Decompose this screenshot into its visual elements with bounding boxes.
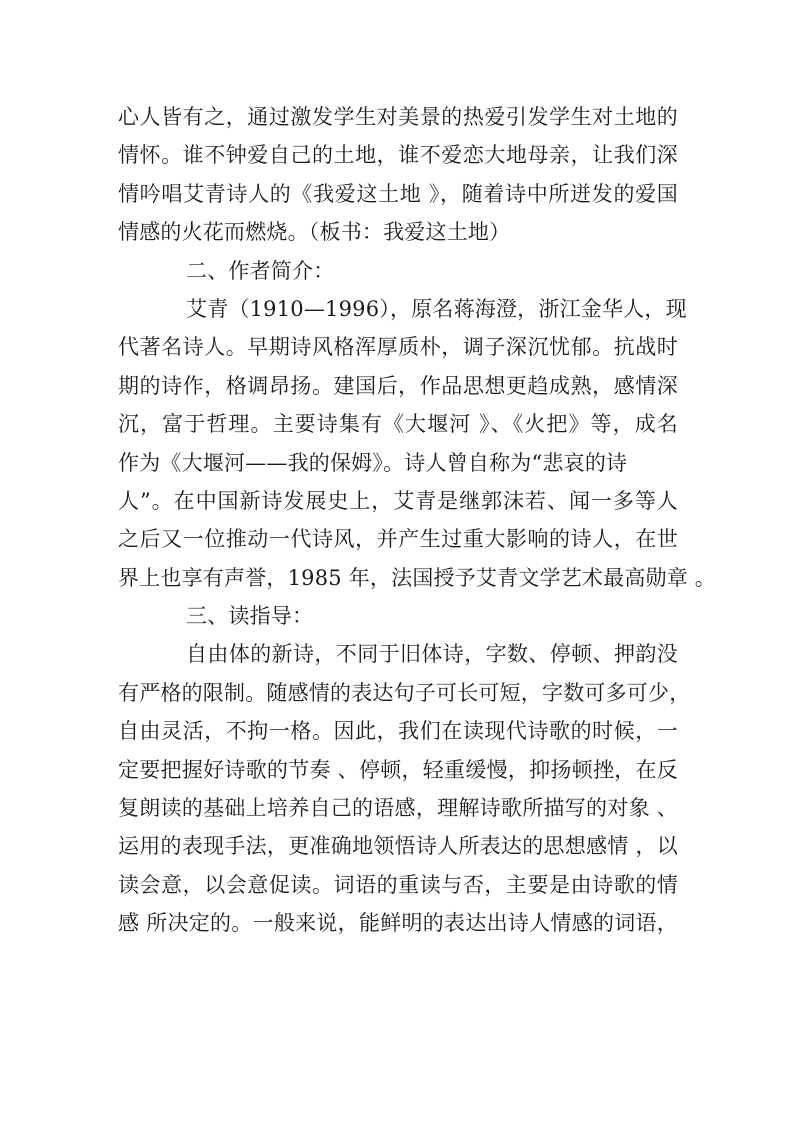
text-line: 读会意，以会意促读。词语的重读与否，主要是由诗歌的情 (118, 872, 678, 897)
text-line: 复朗读的基础上培养自己的语感，理解诗歌所描写的对象 、 (118, 796, 678, 821)
text-line: 感 所决定的。一般来说，能鲜明的表达出诗人情感的词语， (118, 911, 678, 936)
text-line: 心人皆有之，通过激发学生对美景的热爱引发学生对土地的 (118, 105, 678, 129)
text-line: 二、作者简介： (186, 258, 335, 283)
text-line: 代著名诗人。早期诗风格浑厚质朴，调子深沉忧郁。抗战时 (118, 335, 678, 360)
text-line: 艾青（1910—1996），原名蒋海澄，浙江金华人，现 (186, 296, 687, 321)
text-line: 自由体的新诗，不同于旧体诗，字数、停顿、押韵没 (186, 642, 678, 667)
text-line: 运用的表现手法，更准确地领悟诗人所表达的思想感情 ，以 (118, 834, 678, 859)
text-line: 自由灵活，不拘一格。因此，我们在读现代诗歌的时候，一 (118, 719, 678, 744)
text-line: 作为《大堰河——我的保姆》。诗人曾自称为“悲哀的诗 (118, 450, 628, 475)
text-line: 有严格的限制。随感情的表达句子可长可短，字数可多可少， (118, 680, 691, 705)
text-line: 情感的火花而燃烧。（板书：我爱这土地） (118, 220, 511, 245)
text-line: 情怀。谁不钟爱自己的土地，谁不爱恋大地母亲，让我们深 (118, 143, 678, 168)
text-line: 情吟唱艾青诗人的《我爱这土地 》，随着诗中所迸发的爱国 (118, 181, 678, 206)
text-line: 期的诗作，格调昂扬。建国后，作品思想更趋成熟，感情深 (118, 373, 678, 398)
text-line: 定要把握好诗歌的节奏 、停顿，轻重缓慢，抑扬顿挫，在反 (118, 757, 678, 782)
text-line: 沉，富于哲理。主要诗集有《大堰河 》、《火把》等，成名 (118, 412, 678, 437)
text-line: 三、读指导： (186, 604, 314, 629)
body-text (118, 98, 716, 943)
text-line: 界上也享有声誉，1985 年，法国授予艾青文学艺术最高勋章 。 (118, 565, 716, 590)
text-line: 之后又一位推动一代诗风，并产生过重大影响的诗人，在世 (118, 527, 678, 552)
text-line: 人”。在中国新诗发展史上，艾青是继郭沫若、闻一多等人 (118, 488, 678, 513)
